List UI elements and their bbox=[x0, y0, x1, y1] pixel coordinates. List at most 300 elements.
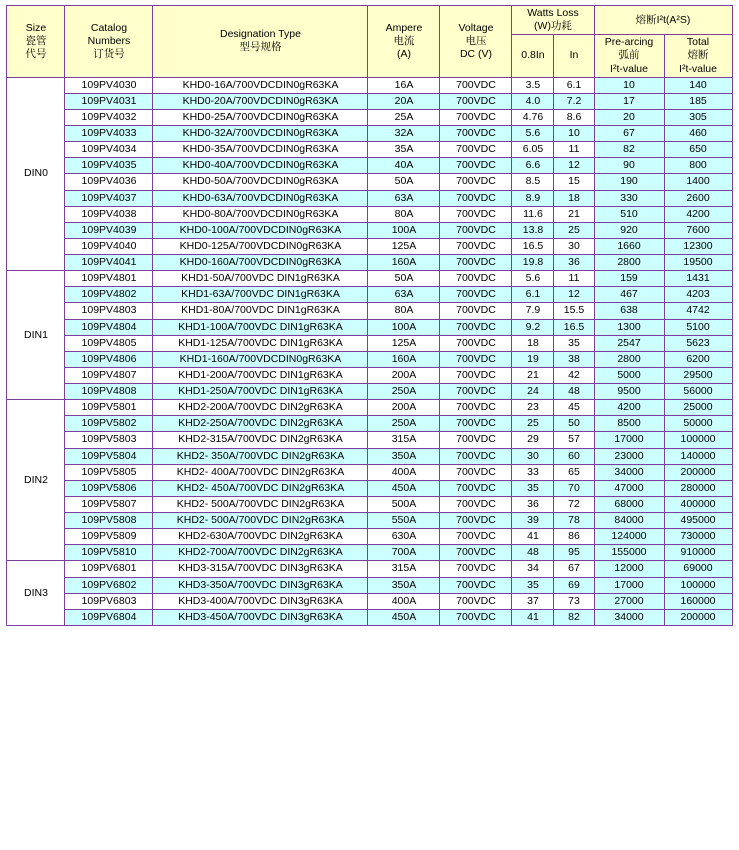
ampere-cell: 50A bbox=[368, 271, 440, 287]
designation-type-cell: KHD1-200A/700VDC DIN1gR63KA bbox=[153, 367, 368, 383]
fuse-specification-table bbox=[6, 5, 732, 626]
designation-type-cell: KHD1-50A/700VDC DIN1gR63KA bbox=[153, 271, 368, 287]
catalog-number-cell: 109PV4033 bbox=[65, 126, 153, 142]
designation-type-cell: KHD2-250A/700VDC DIN2gR63KA bbox=[153, 416, 368, 432]
designation-type-cell: KHD0-20A/700VDCDIN0gR63KA bbox=[153, 93, 368, 109]
i2t-pre-arcing-cell: 23000 bbox=[594, 448, 664, 464]
voltage-cell: 700VDC bbox=[440, 577, 512, 593]
table-row bbox=[7, 384, 732, 400]
watts-08in-cell: 19.8 bbox=[512, 255, 554, 271]
table-row bbox=[7, 561, 732, 577]
ampere-cell: 100A bbox=[368, 319, 440, 335]
watts-in-cell: 8.6 bbox=[554, 109, 594, 125]
i2t-total-cell: 5623 bbox=[664, 335, 732, 351]
ampere-cell: 63A bbox=[368, 287, 440, 303]
table-row bbox=[7, 255, 732, 271]
watts-in-cell: 36 bbox=[554, 255, 594, 271]
i2t-total-cell: 400000 bbox=[664, 496, 732, 512]
catalog-number-cell: 109PV5804 bbox=[65, 448, 153, 464]
watts-08in-cell: 29 bbox=[512, 432, 554, 448]
header-i2t-pre-line2: 弧前 bbox=[618, 49, 640, 62]
voltage-cell: 700VDC bbox=[440, 93, 512, 109]
watts-08in-cell: 7.9 bbox=[512, 303, 554, 319]
designation-type-cell: KHD2-315A/700VDC DIN2gR63KA bbox=[153, 432, 368, 448]
watts-08in-cell: 21 bbox=[512, 367, 554, 383]
ampere-cell: 63A bbox=[368, 190, 440, 206]
i2t-pre-arcing-cell: 5000 bbox=[594, 367, 664, 383]
watts-08in-cell: 6.05 bbox=[512, 142, 554, 158]
watts-in-cell: 45 bbox=[554, 400, 594, 416]
designation-type-cell: KHD1-80A/700VDC DIN1gR63KA bbox=[153, 303, 368, 319]
catalog-number-cell: 109PV4808 bbox=[65, 384, 153, 400]
i2t-total-cell: 100000 bbox=[664, 432, 732, 448]
designation-type-cell: KHD0-35A/700VDCDIN0gR63KA bbox=[153, 142, 368, 158]
i2t-total-cell: 6200 bbox=[664, 351, 732, 367]
watts-08in-cell: 4.76 bbox=[512, 109, 554, 125]
watts-08in-cell: 8.9 bbox=[512, 190, 554, 206]
watts-08in-cell: 6.1 bbox=[512, 287, 554, 303]
header-designation-line1: Designation Type bbox=[220, 28, 301, 41]
voltage-cell: 700VDC bbox=[440, 271, 512, 287]
designation-type-cell: KHD1-160A/700VDCDIN0gR63KA bbox=[153, 351, 368, 367]
watts-08in-cell: 11.6 bbox=[512, 206, 554, 222]
ampere-cell: 35A bbox=[368, 142, 440, 158]
catalog-number-cell: 109PV5806 bbox=[65, 480, 153, 496]
header-size-line2: 瓷管 bbox=[25, 34, 47, 47]
i2t-pre-arcing-cell: 1660 bbox=[594, 238, 664, 254]
ampere-cell: 630A bbox=[368, 529, 440, 545]
watts-in-cell: 69 bbox=[554, 577, 594, 593]
ampere-cell: 400A bbox=[368, 593, 440, 609]
header-ampere-line3: (A) bbox=[396, 47, 411, 60]
designation-type-cell: KHD0-25A/700VDCDIN0gR63KA bbox=[153, 109, 368, 125]
i2t-pre-arcing-cell: 8500 bbox=[594, 416, 664, 432]
voltage-cell: 700VDC bbox=[440, 126, 512, 142]
voltage-cell: 700VDC bbox=[440, 335, 512, 351]
ampere-cell: 20A bbox=[368, 93, 440, 109]
table-row bbox=[7, 93, 732, 109]
catalog-number-cell: 109PV6803 bbox=[65, 593, 153, 609]
watts-08in-cell: 9.2 bbox=[512, 319, 554, 335]
ampere-cell: 350A bbox=[368, 577, 440, 593]
header-watts-line1: Watts Loss bbox=[527, 7, 579, 19]
i2t-pre-arcing-cell: 67 bbox=[594, 126, 664, 142]
catalog-number-cell: 109PV4805 bbox=[65, 335, 153, 351]
ampere-cell: 315A bbox=[368, 561, 440, 577]
header-ampere bbox=[368, 6, 440, 78]
designation-type-cell: KHD0-80A/700VDCDIN0gR63KA bbox=[153, 206, 368, 222]
watts-in-cell: 11 bbox=[554, 142, 594, 158]
i2t-pre-arcing-cell: 2547 bbox=[594, 335, 664, 351]
catalog-number-cell: 109PV5803 bbox=[65, 432, 153, 448]
voltage-cell: 700VDC bbox=[440, 206, 512, 222]
catalog-number-cell: 109PV5805 bbox=[65, 464, 153, 480]
catalog-number-cell: 109PV4802 bbox=[65, 287, 153, 303]
table-row bbox=[7, 142, 732, 158]
watts-in-cell: 21 bbox=[554, 206, 594, 222]
voltage-cell: 700VDC bbox=[440, 238, 512, 254]
i2t-total-cell: 1431 bbox=[664, 271, 732, 287]
designation-type-cell: KHD2- 350A/700VDC DIN2gR63KA bbox=[153, 448, 368, 464]
table-row bbox=[7, 271, 732, 287]
watts-08in-cell: 36 bbox=[512, 496, 554, 512]
watts-08in-cell: 5.6 bbox=[512, 126, 554, 142]
voltage-cell: 700VDC bbox=[440, 190, 512, 206]
header-catalog-line2: Numbers bbox=[87, 34, 131, 47]
i2t-total-cell: 19500 bbox=[664, 255, 732, 271]
i2t-pre-arcing-cell: 34000 bbox=[594, 609, 664, 625]
catalog-number-cell: 109PV4038 bbox=[65, 206, 153, 222]
i2t-total-cell: 650 bbox=[664, 142, 732, 158]
ampere-cell: 550A bbox=[368, 513, 440, 529]
watts-08in-cell: 24 bbox=[512, 384, 554, 400]
catalog-number-cell: 109PV5809 bbox=[65, 529, 153, 545]
catalog-number-cell: 109PV4031 bbox=[65, 93, 153, 109]
i2t-pre-arcing-cell: 9500 bbox=[594, 384, 664, 400]
catalog-number-cell: 109PV4032 bbox=[65, 109, 153, 125]
table-row bbox=[7, 513, 732, 529]
watts-in-cell: 12 bbox=[554, 158, 594, 174]
header-catalog-line1: Catalog bbox=[90, 21, 128, 34]
table-row bbox=[7, 190, 732, 206]
voltage-cell: 700VDC bbox=[440, 109, 512, 125]
designation-type-cell: KHD3-400A/700VDC DIN3gR63KA bbox=[153, 593, 368, 609]
voltage-cell: 700VDC bbox=[440, 222, 512, 238]
catalog-number-cell: 109PV4806 bbox=[65, 351, 153, 367]
voltage-cell: 700VDC bbox=[440, 351, 512, 367]
catalog-number-cell: 109PV4040 bbox=[65, 238, 153, 254]
voltage-cell: 700VDC bbox=[440, 513, 512, 529]
header-i2t-pre-line3: I²t-value bbox=[610, 62, 648, 75]
ampere-cell: 250A bbox=[368, 384, 440, 400]
header-voltage-line1: Voltage bbox=[458, 21, 494, 34]
table-row bbox=[7, 593, 732, 609]
table-row bbox=[7, 126, 732, 142]
header-ampere-line2: 电流 bbox=[393, 34, 415, 47]
watts-08in-cell: 41 bbox=[512, 529, 554, 545]
watts-in-cell: 95 bbox=[554, 545, 594, 561]
watts-in-cell: 12 bbox=[554, 287, 594, 303]
header-i2t-pre-line1: Pre-arcing bbox=[604, 36, 654, 49]
i2t-total-cell: 140000 bbox=[664, 448, 732, 464]
watts-08in-cell: 35 bbox=[512, 480, 554, 496]
watts-in-cell: 10 bbox=[554, 126, 594, 142]
watts-in-cell: 67 bbox=[554, 561, 594, 577]
watts-08in-cell: 30 bbox=[512, 448, 554, 464]
watts-08in-cell: 6.6 bbox=[512, 158, 554, 174]
voltage-cell: 700VDC bbox=[440, 593, 512, 609]
table-row bbox=[7, 464, 732, 480]
header-i2t-pre-arcing bbox=[594, 35, 664, 77]
voltage-cell: 700VDC bbox=[440, 303, 512, 319]
i2t-total-cell: 280000 bbox=[664, 480, 732, 496]
watts-in-cell: 7.2 bbox=[554, 93, 594, 109]
watts-in-cell: 60 bbox=[554, 448, 594, 464]
i2t-pre-arcing-cell: 17000 bbox=[594, 577, 664, 593]
watts-08in-cell: 5.6 bbox=[512, 271, 554, 287]
i2t-total-cell: 2600 bbox=[664, 190, 732, 206]
voltage-cell: 700VDC bbox=[440, 480, 512, 496]
ampere-cell: 200A bbox=[368, 367, 440, 383]
voltage-cell: 700VDC bbox=[440, 464, 512, 480]
table-row bbox=[7, 496, 732, 512]
i2t-pre-arcing-cell: 68000 bbox=[594, 496, 664, 512]
i2t-total-cell: 305 bbox=[664, 109, 732, 125]
i2t-pre-arcing-cell: 159 bbox=[594, 271, 664, 287]
i2t-pre-arcing-cell: 12000 bbox=[594, 561, 664, 577]
i2t-total-cell: 4200 bbox=[664, 206, 732, 222]
header-i2t-group-label: 熔断I²t(A²S) bbox=[635, 13, 691, 26]
watts-in-cell: 78 bbox=[554, 513, 594, 529]
designation-type-cell: KHD0-40A/700VDCDIN0gR63KA bbox=[153, 158, 368, 174]
table-row bbox=[7, 545, 732, 561]
catalog-number-cell: 109PV4801 bbox=[65, 271, 153, 287]
catalog-number-cell: 109PV5808 bbox=[65, 513, 153, 529]
table-row bbox=[7, 335, 732, 351]
i2t-pre-arcing-cell: 920 bbox=[594, 222, 664, 238]
table-row bbox=[7, 222, 732, 238]
table-row bbox=[7, 609, 732, 625]
watts-08in-cell: 41 bbox=[512, 609, 554, 625]
table-row bbox=[7, 319, 732, 335]
catalog-number-cell: 109PV5807 bbox=[65, 496, 153, 512]
table-row bbox=[7, 529, 732, 545]
designation-type-cell: KHD3-450A/700VDC DIN3gR63KA bbox=[153, 609, 368, 625]
watts-08in-cell: 37 bbox=[512, 593, 554, 609]
watts-08in-cell: 23 bbox=[512, 400, 554, 416]
designation-type-cell: KHD2-200A/700VDC DIN2gR63KA bbox=[153, 400, 368, 416]
i2t-pre-arcing-cell: 20 bbox=[594, 109, 664, 125]
ampere-cell: 80A bbox=[368, 303, 440, 319]
header-i2t-total bbox=[664, 35, 732, 77]
watts-08in-cell: 48 bbox=[512, 545, 554, 561]
i2t-pre-arcing-cell: 1300 bbox=[594, 319, 664, 335]
voltage-cell: 700VDC bbox=[440, 561, 512, 577]
size-group-cell: DIN3 bbox=[7, 561, 65, 626]
voltage-cell: 700VDC bbox=[440, 287, 512, 303]
catalog-number-cell: 109PV5801 bbox=[65, 400, 153, 416]
i2t-total-cell: 1400 bbox=[664, 174, 732, 190]
catalog-number-cell: 109PV4036 bbox=[65, 174, 153, 190]
catalog-number-cell: 109PV6801 bbox=[65, 561, 153, 577]
i2t-total-cell: 7600 bbox=[664, 222, 732, 238]
i2t-total-cell: 12300 bbox=[664, 238, 732, 254]
catalog-number-cell: 109PV4041 bbox=[65, 255, 153, 271]
table-body bbox=[7, 77, 732, 625]
i2t-pre-arcing-cell: 4200 bbox=[594, 400, 664, 416]
table-row bbox=[7, 480, 732, 496]
i2t-total-cell: 495000 bbox=[664, 513, 732, 529]
ampere-cell: 700A bbox=[368, 545, 440, 561]
table-row bbox=[7, 416, 732, 432]
header-row-1 bbox=[7, 6, 732, 35]
voltage-cell: 700VDC bbox=[440, 496, 512, 512]
header-i2t-group bbox=[594, 6, 732, 35]
ampere-cell: 450A bbox=[368, 480, 440, 496]
watts-in-cell: 57 bbox=[554, 432, 594, 448]
i2t-pre-arcing-cell: 90 bbox=[594, 158, 664, 174]
catalog-number-cell: 109PV6802 bbox=[65, 577, 153, 593]
size-group-cell: DIN0 bbox=[7, 77, 65, 271]
designation-type-cell: KHD2-630A/700VDC DIN2gR63KA bbox=[153, 529, 368, 545]
designation-type-cell: KHD0-32A/700VDCDIN0gR63KA bbox=[153, 126, 368, 142]
ampere-cell: 250A bbox=[368, 416, 440, 432]
designation-type-cell: KHD0-16A/700VDCDIN0gR63KA bbox=[153, 77, 368, 93]
i2t-total-cell: 56000 bbox=[664, 384, 732, 400]
header-i2t-total-line1: Total bbox=[686, 36, 710, 49]
i2t-pre-arcing-cell: 330 bbox=[594, 190, 664, 206]
i2t-pre-arcing-cell: 467 bbox=[594, 287, 664, 303]
i2t-pre-arcing-cell: 10 bbox=[594, 77, 664, 93]
ampere-cell: 500A bbox=[368, 496, 440, 512]
designation-type-cell: KHD0-125A/700VDCDIN0gR63KA bbox=[153, 238, 368, 254]
i2t-total-cell: 200000 bbox=[664, 464, 732, 480]
header-designation-line2: 型号规格 bbox=[239, 41, 282, 54]
header-i2t-total-line3: I²t-value bbox=[679, 62, 717, 75]
table-row bbox=[7, 400, 732, 416]
designation-type-cell: KHD1-100A/700VDC DIN1gR63KA bbox=[153, 319, 368, 335]
i2t-total-cell: 185 bbox=[664, 93, 732, 109]
ampere-cell: 16A bbox=[368, 77, 440, 93]
table-row bbox=[7, 303, 732, 319]
table-row bbox=[7, 77, 732, 93]
voltage-cell: 700VDC bbox=[440, 448, 512, 464]
i2t-total-cell: 460 bbox=[664, 126, 732, 142]
table-row bbox=[7, 174, 732, 190]
i2t-pre-arcing-cell: 155000 bbox=[594, 545, 664, 561]
designation-type-cell: KHD2- 450A/700VDC DIN2gR63KA bbox=[153, 480, 368, 496]
i2t-pre-arcing-cell: 190 bbox=[594, 174, 664, 190]
i2t-pre-arcing-cell: 34000 bbox=[594, 464, 664, 480]
watts-in-cell: 15.5 bbox=[554, 303, 594, 319]
designation-type-cell: KHD0-50A/700VDCDIN0gR63KA bbox=[153, 174, 368, 190]
watts-08in-cell: 19 bbox=[512, 351, 554, 367]
watts-in-cell: 70 bbox=[554, 480, 594, 496]
designation-type-cell: KHD2- 400A/700VDC DIN2gR63KA bbox=[153, 464, 368, 480]
table-row bbox=[7, 448, 732, 464]
catalog-number-cell: 109PV4807 bbox=[65, 367, 153, 383]
table-header bbox=[7, 6, 732, 78]
i2t-pre-arcing-cell: 47000 bbox=[594, 480, 664, 496]
ampere-cell: 315A bbox=[368, 432, 440, 448]
ampere-cell: 80A bbox=[368, 206, 440, 222]
i2t-pre-arcing-cell: 17000 bbox=[594, 432, 664, 448]
ampere-cell: 125A bbox=[368, 238, 440, 254]
i2t-pre-arcing-cell: 2800 bbox=[594, 255, 664, 271]
voltage-cell: 700VDC bbox=[440, 319, 512, 335]
designation-type-cell: KHD1-125A/700VDC DIN1gR63KA bbox=[153, 335, 368, 351]
header-watts-08in: 0.8In bbox=[512, 35, 554, 77]
designation-type-cell: KHD3-315A/700VDC DIN3gR63KA bbox=[153, 561, 368, 577]
i2t-total-cell: 910000 bbox=[664, 545, 732, 561]
catalog-number-cell: 109PV4037 bbox=[65, 190, 153, 206]
voltage-cell: 700VDC bbox=[440, 432, 512, 448]
header-size-line3: 代号 bbox=[25, 47, 47, 60]
watts-in-cell: 86 bbox=[554, 529, 594, 545]
catalog-number-cell: 109PV4803 bbox=[65, 303, 153, 319]
watts-in-cell: 38 bbox=[554, 351, 594, 367]
ampere-cell: 25A bbox=[368, 109, 440, 125]
table-row bbox=[7, 432, 732, 448]
voltage-cell: 700VDC bbox=[440, 416, 512, 432]
i2t-total-cell: 200000 bbox=[664, 609, 732, 625]
header-size bbox=[7, 6, 65, 78]
ampere-cell: 32A bbox=[368, 126, 440, 142]
voltage-cell: 700VDC bbox=[440, 367, 512, 383]
header-watts-loss-group bbox=[512, 6, 594, 35]
watts-in-cell: 18 bbox=[554, 190, 594, 206]
table-row bbox=[7, 351, 732, 367]
table-row bbox=[7, 238, 732, 254]
ampere-cell: 400A bbox=[368, 464, 440, 480]
watts-in-cell: 30 bbox=[554, 238, 594, 254]
size-group-cell: DIN1 bbox=[7, 271, 65, 400]
watts-in-cell: 16.5 bbox=[554, 319, 594, 335]
watts-08in-cell: 3.5 bbox=[512, 77, 554, 93]
i2t-pre-arcing-cell: 84000 bbox=[594, 513, 664, 529]
watts-in-cell: 72 bbox=[554, 496, 594, 512]
designation-type-cell: KHD1-250A/700VDC DIN1gR63KA bbox=[153, 384, 368, 400]
voltage-cell: 700VDC bbox=[440, 529, 512, 545]
table-row bbox=[7, 109, 732, 125]
designation-type-cell: KHD3-350A/700VDC DIN3gR63KA bbox=[153, 577, 368, 593]
voltage-cell: 700VDC bbox=[440, 609, 512, 625]
ampere-cell: 160A bbox=[368, 255, 440, 271]
designation-type-cell: KHD0-160A/700VDCDIN0gR63KA bbox=[153, 255, 368, 271]
ampere-cell: 160A bbox=[368, 351, 440, 367]
table-row bbox=[7, 367, 732, 383]
watts-08in-cell: 4.0 bbox=[512, 93, 554, 109]
table-row bbox=[7, 206, 732, 222]
ampere-cell: 350A bbox=[368, 448, 440, 464]
watts-08in-cell: 34 bbox=[512, 561, 554, 577]
watts-in-cell: 25 bbox=[554, 222, 594, 238]
i2t-pre-arcing-cell: 124000 bbox=[594, 529, 664, 545]
watts-08in-cell: 8.5 bbox=[512, 174, 554, 190]
watts-in-cell: 82 bbox=[554, 609, 594, 625]
voltage-cell: 700VDC bbox=[440, 384, 512, 400]
voltage-cell: 700VDC bbox=[440, 400, 512, 416]
ampere-cell: 450A bbox=[368, 609, 440, 625]
ampere-cell: 50A bbox=[368, 174, 440, 190]
header-size-line1: Size bbox=[25, 21, 47, 34]
catalog-number-cell: 109PV4039 bbox=[65, 222, 153, 238]
i2t-total-cell: 25000 bbox=[664, 400, 732, 416]
i2t-total-cell: 730000 bbox=[664, 529, 732, 545]
voltage-cell: 700VDC bbox=[440, 142, 512, 158]
watts-08in-cell: 13.8 bbox=[512, 222, 554, 238]
voltage-cell: 700VDC bbox=[440, 174, 512, 190]
i2t-total-cell: 4742 bbox=[664, 303, 732, 319]
header-watts-line2: (W)功耗 bbox=[534, 20, 572, 33]
i2t-total-cell: 140 bbox=[664, 77, 732, 93]
table-row bbox=[7, 158, 732, 174]
i2t-total-cell: 4203 bbox=[664, 287, 732, 303]
watts-08in-cell: 18 bbox=[512, 335, 554, 351]
i2t-pre-arcing-cell: 2800 bbox=[594, 351, 664, 367]
watts-08in-cell: 33 bbox=[512, 464, 554, 480]
catalog-number-cell: 109PV4034 bbox=[65, 142, 153, 158]
header-voltage bbox=[440, 6, 512, 78]
i2t-total-cell: 100000 bbox=[664, 577, 732, 593]
i2t-pre-arcing-cell: 27000 bbox=[594, 593, 664, 609]
voltage-cell: 700VDC bbox=[440, 77, 512, 93]
ampere-cell: 40A bbox=[368, 158, 440, 174]
designation-type-cell: KHD0-100A/700VDCDIN0gR63KA bbox=[153, 222, 368, 238]
watts-in-cell: 73 bbox=[554, 593, 594, 609]
designation-type-cell: KHD2-700A/700VDC DIN2gR63KA bbox=[153, 545, 368, 561]
watts-in-cell: 42 bbox=[554, 367, 594, 383]
